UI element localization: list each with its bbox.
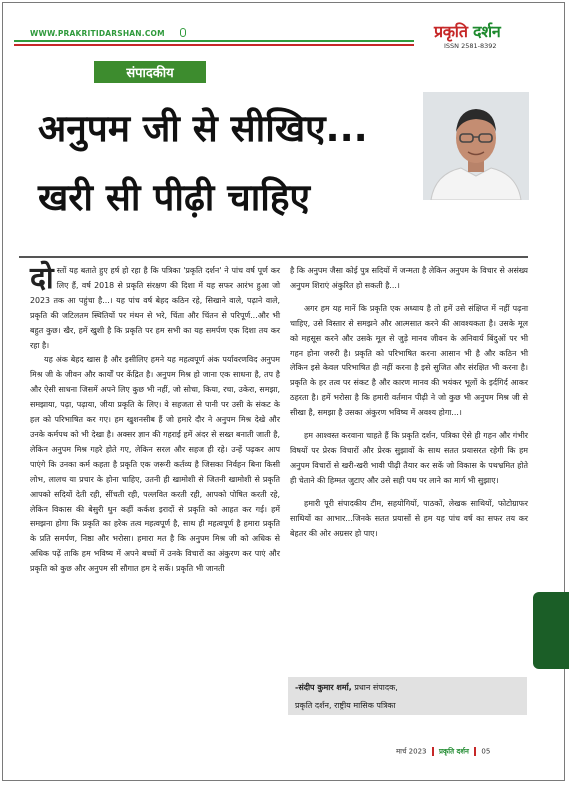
paragraph: हम आश्वस्त करवाना चाहते हैं कि प्रकृति दर्शन, पत्रिका ऐसे ही गहन और गंभीर विषयों पर प्रेरक विचारों और प्रेरक सुझावों के साथ सतत प्रयासरत रहेगी कि हम अनुपम विचारों से खरी-खरी भावी पीढ़ी तैयार कर सकें जो विकास के पथभ्रमित होते ही चेताने की हिम्मत जुटाए और उसे सही पथ पर लाने का मार्ग भी सुझाए। xyxy=(290,431,528,485)
paragraph: हमारी पूरी संपादकीय टीम, सहयोगियों, पाठकों, लेखक साथियों, फोटोग्राफर साथियों का आभार...जिनके सतत प्रयासों से हम यह पांच वर्ष का सफर तय कर बेहतर की ओर अग्रसर हो पाए। xyxy=(290,498,528,538)
logo-part-2: दर्शन xyxy=(473,22,501,41)
editor-photo xyxy=(423,92,529,200)
editor-portrait-image xyxy=(423,92,529,200)
paragraph: है कि अनुपम जैसा कोई पुत्र सदियों में जन्मता है लेकिन अनुपम के विचार से असंख्य अनुपम शिराएं अंकुरित हो सकती है...। xyxy=(290,266,528,290)
footer-separator xyxy=(432,747,434,756)
article-column-right xyxy=(290,264,528,541)
signature-org: प्रकृति दर्शन, राष्ट्रीय मासिक पत्रिका xyxy=(295,701,396,710)
header-rule-green xyxy=(14,40,414,42)
paragraph: यह अंक बेहद खास है और इसीलिए हमने यह महत्वपूर्ण अंक पर्यावरणविद अनुपम मिश्र जी के जीवन और कार्यों पर केंद्रित है। अनुपम मिश्र हो जाना एक साधना है, तप है और ऐसी साधना जिसमें अपने लिए कुछ भी नहीं, जो सोचा, किया, रचा, उकेरा, समझा, समझाया, पढ़ा, पढ़ाया, जीया प्रकृति के लिए। वे सहजता से पानी पर उसी के संकट के हल को परिभाषित कर गए। हम खुशनसीब हैं जो हमारे दौर ने अनुपम मिश्र देखे और उनके कर्मपथ को भी देखा है। अक्सर ज्ञान की गहराई हमें अंदर से सख्त बनाती जाती है, लेकिन अनुपम मिश्र गहरे होते गए, लेकिन सरल और सहज ही रहे। उन्हें पढ़कर आप पाएंगे कि उनका कर्म कहता है प्रकृति एक जरूरी कर्तव्य है जिसका निर्वहन बिना किसी लोभ, लालच या प्रचार के होना चाहिए, उतनी ही खामोशी से जितनी खामोशी से प्रकृति आपको सदियों देती रही, सींचती रही, पल्लवित करती रही, आपको पोषित करती रहे, लेकिन विकास की बेसुरी धुन कहीं कर्कश इरादों से प्रकृति को आहत कर गई। हमें समझना होगा कि प्रकृति का हरेक तत्व महत्वपूर्ण है, साथ ही महत्वपूर्ण है हमारा प्रकृति के प्रति समर्पण, निष्ठा और भरोसा। हमारा मत है कि अनुपम मिश्र जी को अधिक से अधिक पढ़ें ताकि हम भविष्य में अपने बच्चों में उनके विचारों का अंकुरण कर पाएं और प्रकृति को कुछ और अनुपम सी सौगात हम दे सकें। प्रकृति भी जानती xyxy=(30,355,280,574)
mouse-icon xyxy=(180,28,186,37)
section-label: संपादकीय xyxy=(94,61,206,83)
footer-separator xyxy=(474,747,476,756)
paragraph: दोस्तों यह बताते हुए हर्ष हो रहा है कि पत्रिका 'प्रकृति दर्शन' ने पांच वर्ष पूर्ण कर लिए हैं, वर्ष 2018 से प्रकृति संरक्षण की दिशा में यह सफर आरंभ हुआ जो 2023 तक आ पहुंचा है...। यह पांच वर्ष बेहद कठिन रहे, सिखाने वाले, पढ़ाने वाले, प्रकृति की जटिलतम स्थितियों पर मंथन से भरे, चिंता और चिंतन से परिपूर्ण...और भी बहुत कुछ। खैर, हमें खुशी है कि प्रकृति पर हम सभी का यह समर्पण एक दिशा तय कर रहा है। xyxy=(30,261,280,350)
title-line-1: अनुपम जी से सीखिए... xyxy=(38,107,368,150)
side-tab xyxy=(533,592,569,669)
paragraph: अगर हम यह मानें कि प्रकृति एक अध्याय है तो हमें उसे संक्षिप्त में नहीं पढ़ना चाहिए, उसे विस्तार से समझने और आत्मसात करने की आवश्यकता है। उसके मूल को महसूस करने और उसके मूल से जुड़े मानव जीवन के अनिवार्य बिंदुओं पर भी गहन होना जरुरी है। प्रकृति को परिभाषित करना आसान भी है और कठिन भी लेकिन इसे केवल परिभाषित ही नहीं करना है इसे सुजित और संरक्षित भी करना है। प्रकृति के हर तत्व पर संकट है और कारण मानव की भयंकर भूलों के इर्दगिर्द आकर ठहरता है। हमें भरोसा है कि हमारी वर्तमान पीढ़ी ने जो कुछ भी अनुपम मिश्र जी से सीखा है, समझा है उसका अंकुरण भविष्य में अवश्य होगा...। xyxy=(290,303,528,418)
footer-brand: प्रकृति दर्शन xyxy=(438,747,469,756)
page-footer xyxy=(396,747,490,757)
article-column-left xyxy=(30,261,280,577)
signature-line-1 xyxy=(295,682,398,693)
logo-part-1: प्रकृति xyxy=(434,22,468,41)
issn-number: ISSN 2581-8392 xyxy=(444,42,497,50)
editor-name: -संदीप कुमार शर्मा, xyxy=(295,683,352,692)
article-title xyxy=(38,107,438,219)
title-line-2: खरी सी पीढ़ी चाहिए xyxy=(38,176,311,219)
page-number: 05 xyxy=(481,747,491,756)
editor-role: प्रधान संपादक, xyxy=(354,683,398,692)
issue-date: मार्च 2023 xyxy=(396,747,427,756)
content-divider xyxy=(19,256,528,258)
site-url[interactable]: WWW.PRAKRITIDARSHAN.COM xyxy=(30,29,165,38)
header-rule-red xyxy=(14,44,414,46)
drop-cap: दो xyxy=(30,261,54,296)
magazine-logo xyxy=(434,20,500,42)
